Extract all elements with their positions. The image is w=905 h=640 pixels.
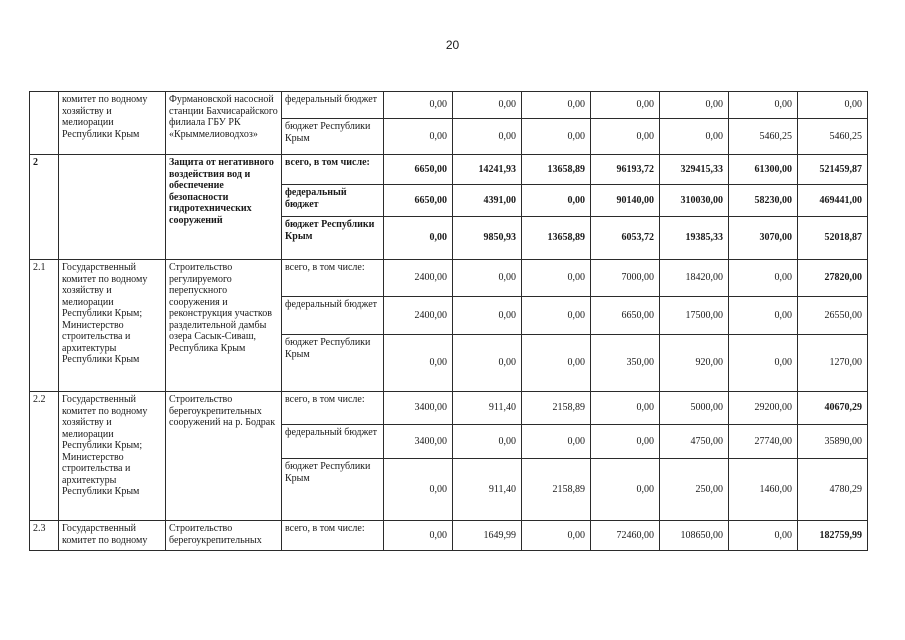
value-cell: 5460,25 — [798, 119, 868, 155]
executor-cell: Государственный комитет по водному хозяйству и мелиорации Республики Крым; Министерство строительства и архитектуры Республики Крым — [59, 392, 166, 521]
value-cell: 0,00 — [384, 521, 453, 551]
value-cell: 0,00 — [522, 185, 591, 217]
value-cell: 0,00 — [522, 119, 591, 155]
value-cell: 0,00 — [729, 297, 798, 335]
value-cell: 1460,00 — [729, 459, 798, 521]
funding-source-cell: бюджет Республики Крым — [282, 217, 384, 260]
value-cell: 61300,00 — [729, 155, 798, 185]
value-cell: 0,00 — [591, 92, 660, 119]
value-cell: 29200,00 — [729, 392, 798, 425]
value-cell: 9850,93 — [453, 217, 522, 260]
value-cell: 920,00 — [660, 335, 729, 392]
value-cell: 0,00 — [453, 119, 522, 155]
value-cell: 329415,33 — [660, 155, 729, 185]
executor-cell — [59, 155, 166, 260]
executor-cell: Государственный комитет по водному — [59, 521, 166, 551]
value-cell: 4391,00 — [453, 185, 522, 217]
funding-source-cell: всего, в том числе: — [282, 260, 384, 297]
funding-source-cell: федеральный бюджет — [282, 297, 384, 335]
value-cell: 27740,00 — [729, 425, 798, 459]
value-cell: 0,00 — [384, 217, 453, 260]
value-cell: 0,00 — [453, 92, 522, 119]
value-cell: 4750,00 — [660, 425, 729, 459]
value-cell: 1270,00 — [798, 335, 868, 392]
table-row — [30, 260, 868, 297]
value-cell: 6650,00 — [384, 155, 453, 185]
value-cell: 18420,00 — [660, 260, 729, 297]
value-cell: 4780,29 — [798, 459, 868, 521]
measure-name-cell: Защита от негативного воздействия вод и обеспечение безопасности гидротехнических сооружений — [166, 155, 282, 260]
value-cell: 0,00 — [522, 425, 591, 459]
value-cell: 0,00 — [591, 119, 660, 155]
value-cell: 35890,00 — [798, 425, 868, 459]
funding-source-cell: федеральный бюджет — [282, 425, 384, 459]
value-cell: 0,00 — [384, 335, 453, 392]
value-cell: 0,00 — [591, 459, 660, 521]
page-number: 20 — [445, 38, 460, 52]
value-cell: 0,00 — [660, 119, 729, 155]
value-cell: 0,00 — [729, 521, 798, 551]
value-cell: 6650,00 — [384, 185, 453, 217]
value-cell: 911,40 — [453, 459, 522, 521]
value-cell: 0,00 — [591, 425, 660, 459]
value-cell: 26550,00 — [798, 297, 868, 335]
value-cell: 2400,00 — [384, 297, 453, 335]
value-cell: 0,00 — [384, 92, 453, 119]
value-cell: 72460,00 — [591, 521, 660, 551]
funding-source-cell: бюджет Республики Крым — [282, 335, 384, 392]
value-cell: 911,40 — [453, 392, 522, 425]
funding-source-cell: федеральный бюджет — [282, 185, 384, 217]
value-cell: 27820,00 — [798, 260, 868, 297]
value-cell: 0,00 — [453, 335, 522, 392]
row-number — [30, 92, 59, 155]
value-cell: 0,00 — [522, 521, 591, 551]
measure-name-cell: Строительство регулируемого перепускного сооружения и реконструкция участков разделительной дамбы озера Сасык-Сиваш, Республика Крым — [166, 260, 282, 392]
value-cell: 0,00 — [729, 335, 798, 392]
row-number: 2.2 — [30, 392, 59, 521]
value-cell: 13658,89 — [522, 155, 591, 185]
value-cell: 7000,00 — [591, 260, 660, 297]
value-cell: 0,00 — [591, 392, 660, 425]
value-cell: 182759,99 — [798, 521, 868, 551]
value-cell: 0,00 — [384, 119, 453, 155]
value-cell: 0,00 — [798, 92, 868, 119]
value-cell: 0,00 — [522, 335, 591, 392]
funding-source-cell: всего, в том числе: — [282, 155, 384, 185]
value-cell: 2158,89 — [522, 392, 591, 425]
row-number: 2.3 — [30, 521, 59, 551]
value-cell: 521459,87 — [798, 155, 868, 185]
value-cell: 1649,99 — [453, 521, 522, 551]
value-cell: 0,00 — [729, 260, 798, 297]
table-row — [30, 155, 868, 185]
measure-name-cell: Строительство берегоукрепительных сооружений на р. Бодрак — [166, 392, 282, 521]
table-row — [30, 92, 868, 119]
budget-table — [29, 91, 868, 551]
funding-source-cell: бюджет Республики Крым — [282, 119, 384, 155]
funding-source-cell: федеральный бюджет — [282, 92, 384, 119]
value-cell: 350,00 — [591, 335, 660, 392]
value-cell: 52018,87 — [798, 217, 868, 260]
value-cell: 5000,00 — [660, 392, 729, 425]
value-cell: 90140,00 — [591, 185, 660, 217]
value-cell: 0,00 — [660, 92, 729, 119]
value-cell: 2400,00 — [384, 260, 453, 297]
row-number: 2.1 — [30, 260, 59, 392]
value-cell: 13658,89 — [522, 217, 591, 260]
table-row — [30, 521, 868, 551]
measure-name-cell: Фурмановской насосной станции Бахчисарайского филиала ГБУ РК «Крыммелиоводхоз» — [166, 92, 282, 155]
value-cell: 0,00 — [522, 260, 591, 297]
measure-name-cell: Строительство берегоукрепительных — [166, 521, 282, 551]
value-cell: 0,00 — [453, 260, 522, 297]
row-number: 2 — [30, 155, 59, 260]
funding-source-cell: всего, в том числе: — [282, 392, 384, 425]
value-cell: 19385,33 — [660, 217, 729, 260]
value-cell: 469441,00 — [798, 185, 868, 217]
value-cell: 40670,29 — [798, 392, 868, 425]
value-cell: 6053,72 — [591, 217, 660, 260]
table-row — [30, 392, 868, 425]
value-cell: 250,00 — [660, 459, 729, 521]
funding-source-cell: всего, в том числе: — [282, 521, 384, 551]
value-cell: 58230,00 — [729, 185, 798, 217]
value-cell: 0,00 — [729, 92, 798, 119]
executor-cell: комитет по водному хозяйству и мелиорации Республики Крым — [59, 92, 166, 155]
value-cell: 3070,00 — [729, 217, 798, 260]
value-cell: 310030,00 — [660, 185, 729, 217]
value-cell: 2158,89 — [522, 459, 591, 521]
value-cell: 14241,93 — [453, 155, 522, 185]
value-cell: 0,00 — [453, 297, 522, 335]
value-cell: 3400,00 — [384, 392, 453, 425]
value-cell: 0,00 — [453, 425, 522, 459]
value-cell: 5460,25 — [729, 119, 798, 155]
value-cell: 0,00 — [522, 92, 591, 119]
value-cell: 3400,00 — [384, 425, 453, 459]
value-cell: 0,00 — [384, 459, 453, 521]
value-cell: 6650,00 — [591, 297, 660, 335]
funding-source-cell: бюджет Республики Крым — [282, 459, 384, 521]
executor-cell: Государственный комитет по водному хозяйству и мелиорации Республики Крым; Министерство строительства и архитектуры Республики Крым — [59, 260, 166, 392]
value-cell: 17500,00 — [660, 297, 729, 335]
value-cell: 108650,00 — [660, 521, 729, 551]
value-cell: 0,00 — [522, 297, 591, 335]
value-cell: 96193,72 — [591, 155, 660, 185]
